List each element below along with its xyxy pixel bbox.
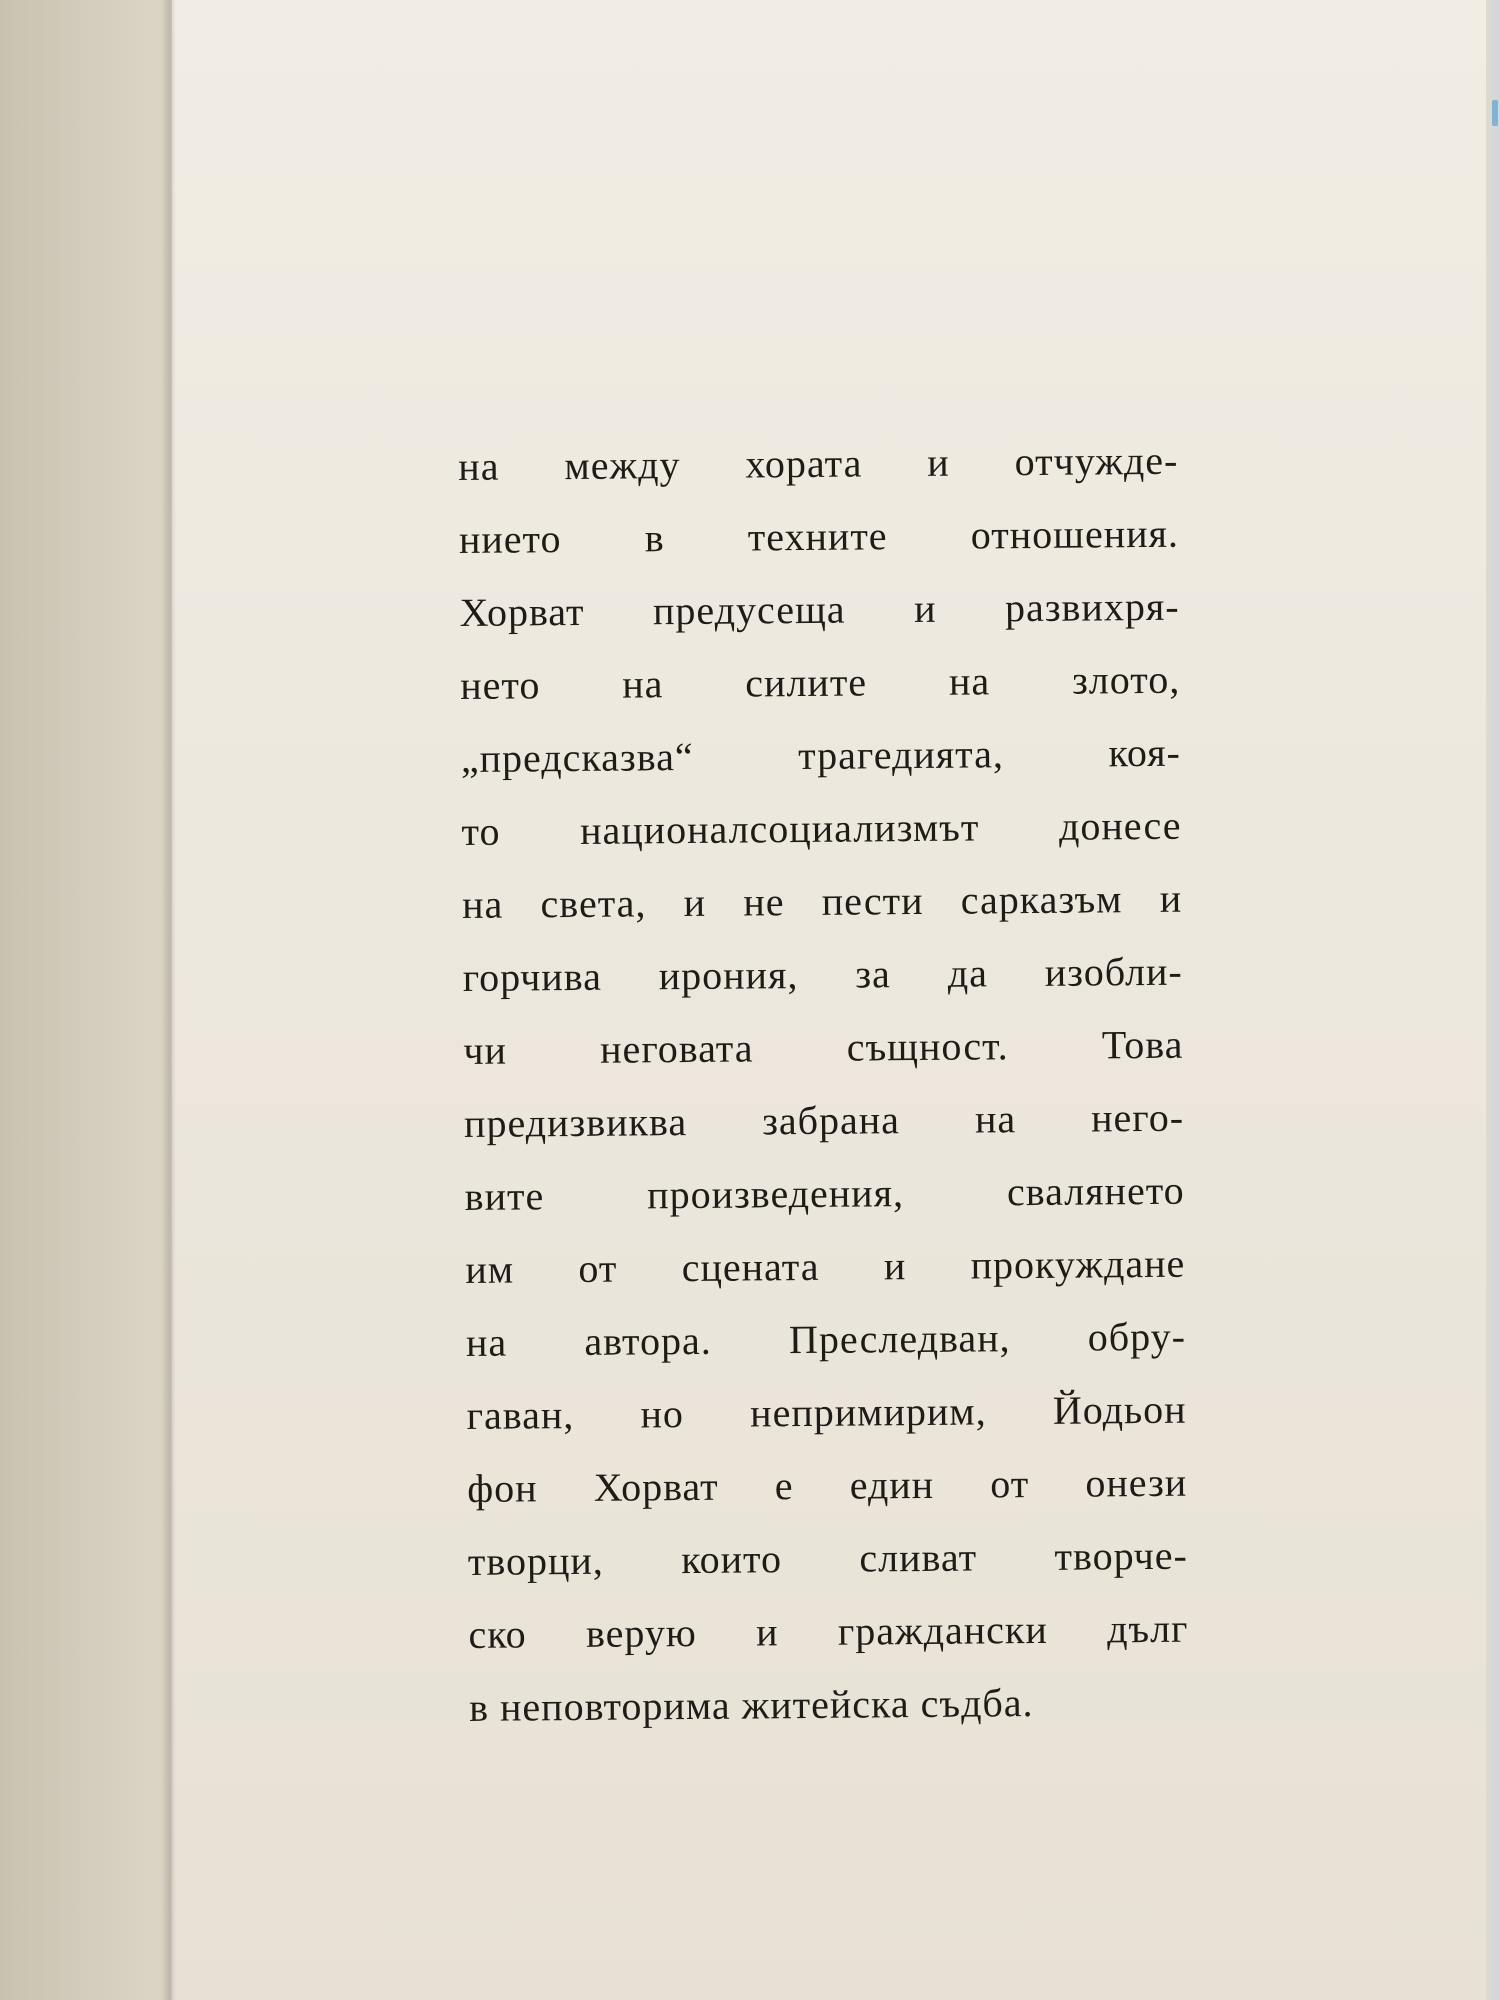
body-text: [458, 424, 1189, 1744]
text-line: нето на силите на злото,: [460, 656, 1181, 708]
blue-mark: [1492, 100, 1498, 126]
text-line: на между хората и отчужде-: [458, 437, 1179, 489]
text-line: „предсказва“ трагедията, коя-: [460, 729, 1182, 781]
text-line: предизвиква забрана на него-: [463, 1094, 1185, 1146]
text-line: горчива ирония, за да изобли-: [462, 948, 1183, 1000]
text-line: Хорват предусеща и развихря-: [459, 583, 1180, 635]
right-page-edge: [1486, 0, 1500, 2000]
text-line: вите произведения, свалянето: [464, 1167, 1185, 1219]
text-line: творци, които сливат творче-: [467, 1532, 1189, 1584]
page-gutter-shadow: [160, 0, 176, 2000]
text-line: то националсоциализмът донесе: [461, 802, 1182, 854]
text-line: на автора. Преследван, обру-: [465, 1313, 1187, 1365]
text-line: на света, и не пести сарказъм и: [461, 875, 1183, 927]
text-line: им от сцената и прокуждане: [465, 1240, 1186, 1292]
text-line: чи неговата същност. Това: [463, 1021, 1184, 1073]
previous-page-edge: [0, 0, 165, 2000]
text-line: нието в техните отношения.: [458, 510, 1180, 562]
text-line: фон Хорват е един от онези: [467, 1459, 1188, 1511]
text-line: ско верую и граждански дълг: [468, 1605, 1189, 1657]
text-line: гаван, но непримирим, Йодьон: [466, 1386, 1187, 1438]
text-line: в неповторима житейска съдба.: [468, 1680, 1034, 1730]
